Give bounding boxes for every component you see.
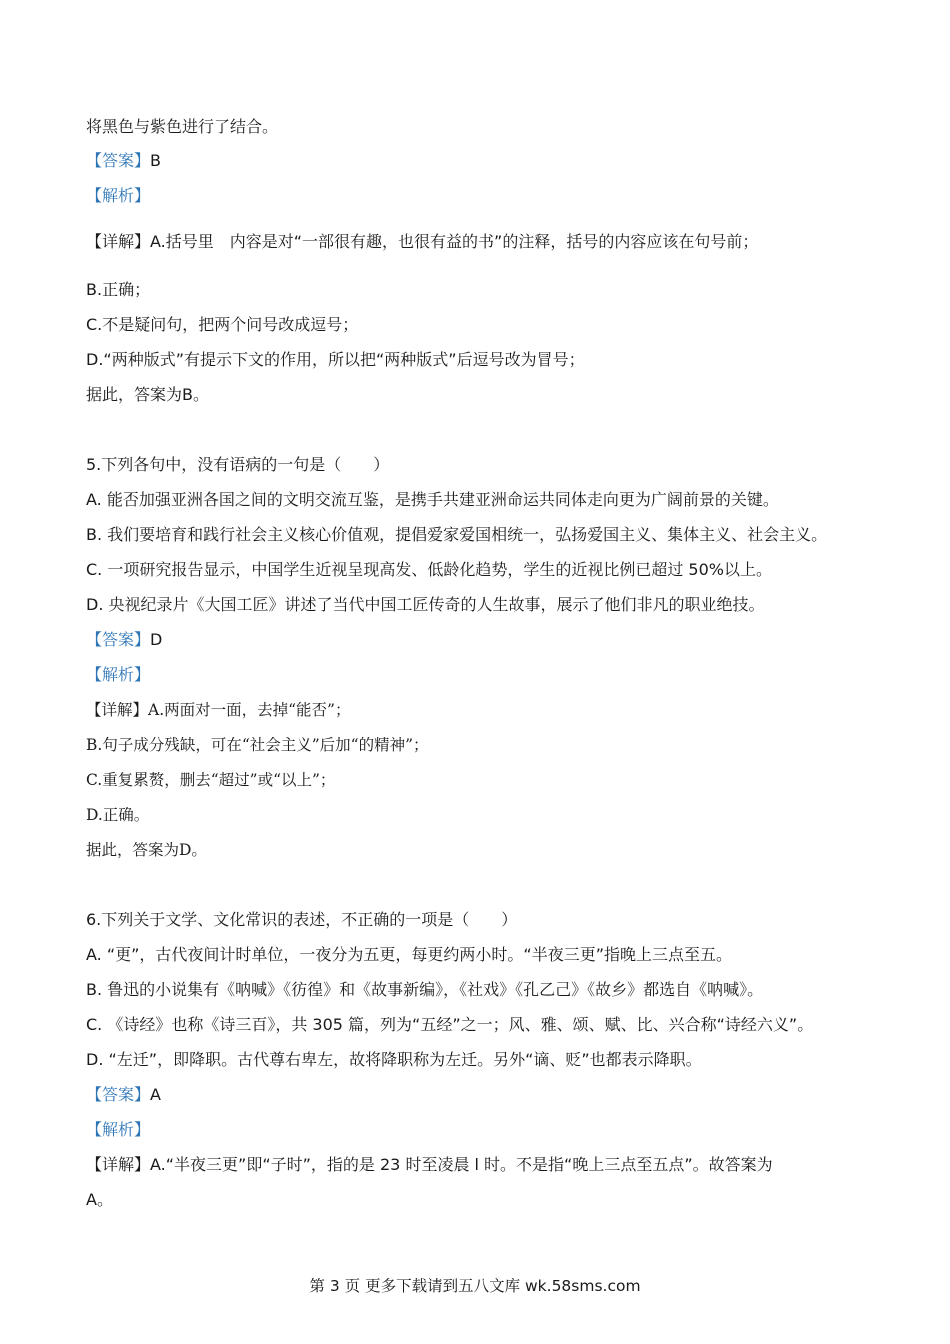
option-b: B. 鲁迅的小说集有《呐喊》《彷徨》和《故事新编》，《社戏》《孔乙己》《故乡》都选自《呐喊》。 [86,980,764,999]
text-line: D.正确。 [86,806,150,824]
option-c: C. 一项研究报告显示，中国学生近视呈现高发、低龄化趋势，学生的近视比例已超过 50%以上。 [86,560,772,579]
text-line: 将黑色与紫色进行了结合。 [86,117,279,136]
answer-line: 【答案】A [86,1085,161,1104]
text-line: D.“两种版式”有提示下文的作用，所以把“两种版式”后逗号改为冒号； [86,350,585,369]
answer-line: 【答案】D [86,630,163,649]
analysis-label: 【解析】 [86,665,151,684]
detail-line: 【详解】A.两面对一面，去掉“能否”； [86,701,351,719]
option-d: D. “左迁”，即降职。古代尊右卑左，故将降职称为左迁。另外“谪、贬”也都表示降职。 [86,1050,702,1069]
text-line: C.不是疑问句，把两个问号改成逗号； [86,315,359,334]
question-stem: 5.下列各句中，没有语病的一句是（ ） [86,455,390,474]
option-c: C. 《诗经》也称《诗三百》，共 305 篇，列为“五经”之一；风、雅、颂、赋、比、兴合称“诗经六义”。 [86,1015,814,1034]
text-line: B.句子成分残缺，可在“社会主义”后加“的精神”； [86,736,429,754]
text-line: C.重复累赘，删去“超过”或“以上”； [86,771,336,789]
detail-line: 【详解】A.括号里 内容是对“一部很有趣，也很有益的书”的注释，括号的内容应该在句号前； [86,232,759,251]
text-line: 据此，答案为D。 [86,841,207,859]
option-d: D. 央视纪录片《大国工匠》讲述了当代中国工匠传奇的人生故事，展示了他们非凡的职业绝技。 [86,595,765,614]
option-b: B. 我们要培育和践行社会主义核心价值观，提倡爱家爱国相统一，弘扬爱国主义、集体主义、社会主义。 [86,525,828,544]
text-line: A。 [86,1190,113,1209]
question-stem: 6.下列关于文学、文化常识的表述，不正确的一项是（ ） [86,910,518,929]
text-line: 据此，答案为B。 [86,385,209,404]
analysis-label: 【解析】 [86,1120,151,1139]
text-line: B.正确； [86,280,151,299]
analysis-label: 【解析】 [86,186,151,205]
detail-line: 【详解】A.“半夜三更”即“子时”，指的是 23 时至凌晨 l 时。不是指“晚上三点至五点”。故答案为 [86,1155,773,1174]
option-a: A. 能否加强亚洲各国之间的文明交流互鉴，是携手共建亚洲命运共同体走向更为广阔前景的关键。 [86,490,779,509]
answer-line: 【答案】B [86,151,161,170]
page-footer: 第 3 页 更多下载请到五八文库 wk.58sms.com [309,1277,641,1295]
option-a: A. “更”，古代夜间计时单位，一夜分为五更，每更约两小时。“半夜三更”指晚上三点至五。 [86,945,732,964]
